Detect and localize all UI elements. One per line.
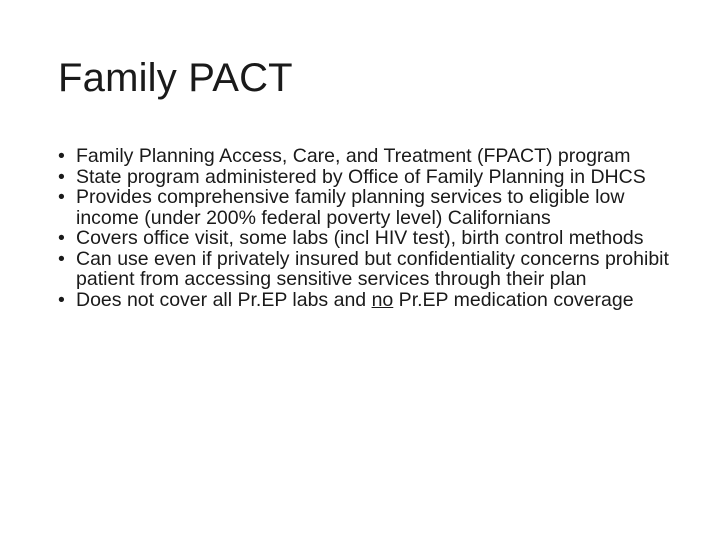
bullet-text: Provides comprehensive family planning services to eligible low income (under 200% federal poverty level) Californians [76,186,625,229]
bullet-dot-icon: • [58,247,65,270]
bullet-item [58,146,678,167]
slide-title: Family PACT [58,56,293,100]
bullet-dot-icon: • [58,145,65,167]
bullet-list [58,146,678,310]
bullet-text-after: Pr.EP medication coverage [393,288,634,311]
bullet-text: State program administered by Office of Family Planning in DHCS [76,165,646,188]
bullet-text: Covers office visit, some labs (incl HIV test), birth control methods [76,227,644,249]
bullet-text: Family Planning Access, Care, and Treatment (FPACT) program [76,145,631,167]
bullet-item [58,228,678,249]
bullet-dot-icon: • [58,165,65,188]
bullet-item [58,249,678,290]
bullet-text: Can use even if privately insured but confidentiality concerns prohibit patient from accessing sensitive services through their plan [76,247,669,290]
bullet-text-before: Does not cover all Pr.EP labs and [76,288,372,311]
bullet-item [58,187,678,228]
bullet-text-underlined: no [371,288,394,311]
bullet-item [58,290,678,311]
bullet-dot-icon: • [58,227,65,249]
bullet-dot-icon: • [58,186,65,208]
bullet-item [58,167,678,188]
bullet-dot-icon: • [58,288,65,311]
